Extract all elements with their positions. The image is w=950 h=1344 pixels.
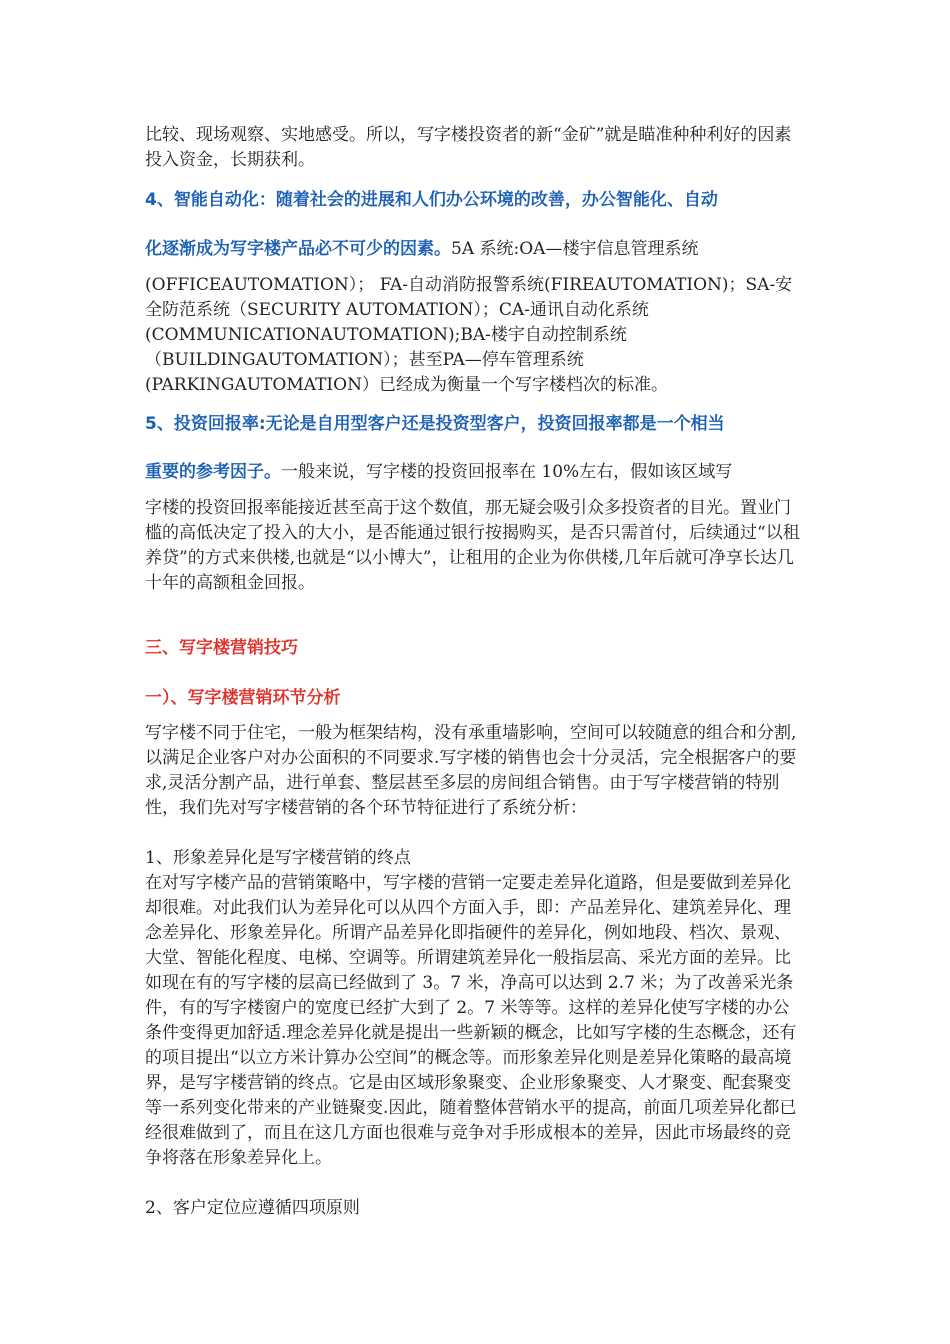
main-paragraph: 写字楼不同于住宅，一般为框架结构，没有承重墙影响，空间可以较随意的组合和分割,以满足企业客户对办公面积的不同要求.写字楼的销售也会十分灵活，完全根据客户的要求,灵活分割产品，进行单套、整层甚至多层的房间组合销售。由于写字楼营销的特别性，我们先对写字楼营销的各个环节特征进行了系统分析： xyxy=(145,723,797,818)
item4-heading: 4、智能自动化：随着社会的进展和人们办公环境的改善，办公智能化、自动 xyxy=(145,190,718,210)
point1-title: 1、形象差异化是写字楼营销的终点 xyxy=(145,848,411,868)
item4-heading-line2: 化逐渐成为写字楼产品必不可少的因素。 xyxy=(145,239,451,259)
item5-inline-text: 一般来说，写字楼的投资回报率在 10%左右，假如该区域写 xyxy=(281,462,733,482)
point2-title: 2、客户定位应遵循四项原则 xyxy=(145,1198,360,1218)
section-three-subtitle: 一）、写字楼营销环节分析 xyxy=(145,688,341,708)
item5-body: 字楼的投资回报率能接近甚至高于这个数值，那无疑会吸引众多投资者的目光。置业门槛的高低决定了投入的大小，是否能通过银行按揭购买，是否只需首付，后续通过“以租养贷”的方式来供楼,也就是“以小博大”，让租用的企业为你供楼,几年后就可净享长达几十年的高额租金回报。 xyxy=(145,498,800,593)
item4-heading-continued xyxy=(145,237,805,262)
item5-heading-continued xyxy=(145,460,805,485)
item4-body: (OFFICEAUTOMATION）； FA-自动消防报警系统(FIREAUTOMATION)；SA-安全防范系统（SECURITY AUTOMATION）；CA-通讯自动化系统(COMMUNICATIONAUTOMATION);BA-楼宇自动控制系统（BUILDINGAUTOMATION）；甚至PA—停车管理系统(PARKINGAUTOMATION）已经成为衡量一个写字楼档次的标准。 xyxy=(145,275,793,395)
item5-heading-line2: 重要的参考因子。 xyxy=(145,462,281,482)
item5-heading: 5、投资回报率:无论是自用型客户还是投资型客户，投资回报率都是一个相当 xyxy=(145,414,725,434)
section-three-title: 三、写字楼营销技巧 xyxy=(145,638,298,658)
point1-body: 在对写字楼产品的营销策略中，写字楼的营销一定要走差异化道路，但是要做到差异化却很难。对此我们认为差异化可以从四个方面入手，即：产品差异化、建筑差异化、理念差异化、形象差异化。所谓产品差异化即指硬件的差异化，例如地段、档次、景观、大堂、智能化程度、电梯、空调等。所谓建筑差异化一般指层高、采光方面的差异。比如现在有的写字楼的层高已经做到了 3。7 米，净高可以达到 2.7 米；为了改善采光条件，有的写字楼窗户的宽度已经扩大到了 2。7 米等等。这样的差异化使写字楼的办公条件变得更加舒适.理念差异化就是提出一些新颖的概念，比如写字楼的生态概念，还有的项目提出“以立方米计算办公空间”的概念等。而形象差异化则是差异化策略的最高境界，是写字楼营销的终点。它是由区域形象聚变、企业形象聚变、人才聚变、配套聚变等一系列变化带来的产业链聚变.因此，随着整体营销水平的提高，前面几项差异化都已经很难做到了，而且在这几方面也很难与竞争对手形成根本的差异，因此市场最终的竞争将落在形象差异化上。 xyxy=(145,873,797,1168)
intro-paragraph: 比较、现场观察、实地感受。所以，写字楼投资者的新“金矿”就是瞄准种种利好的因素投入资金，长期获利。 xyxy=(145,125,792,170)
item4-inline-text: 5A 系统:OA—楼宇信息管理系统 xyxy=(451,239,699,259)
